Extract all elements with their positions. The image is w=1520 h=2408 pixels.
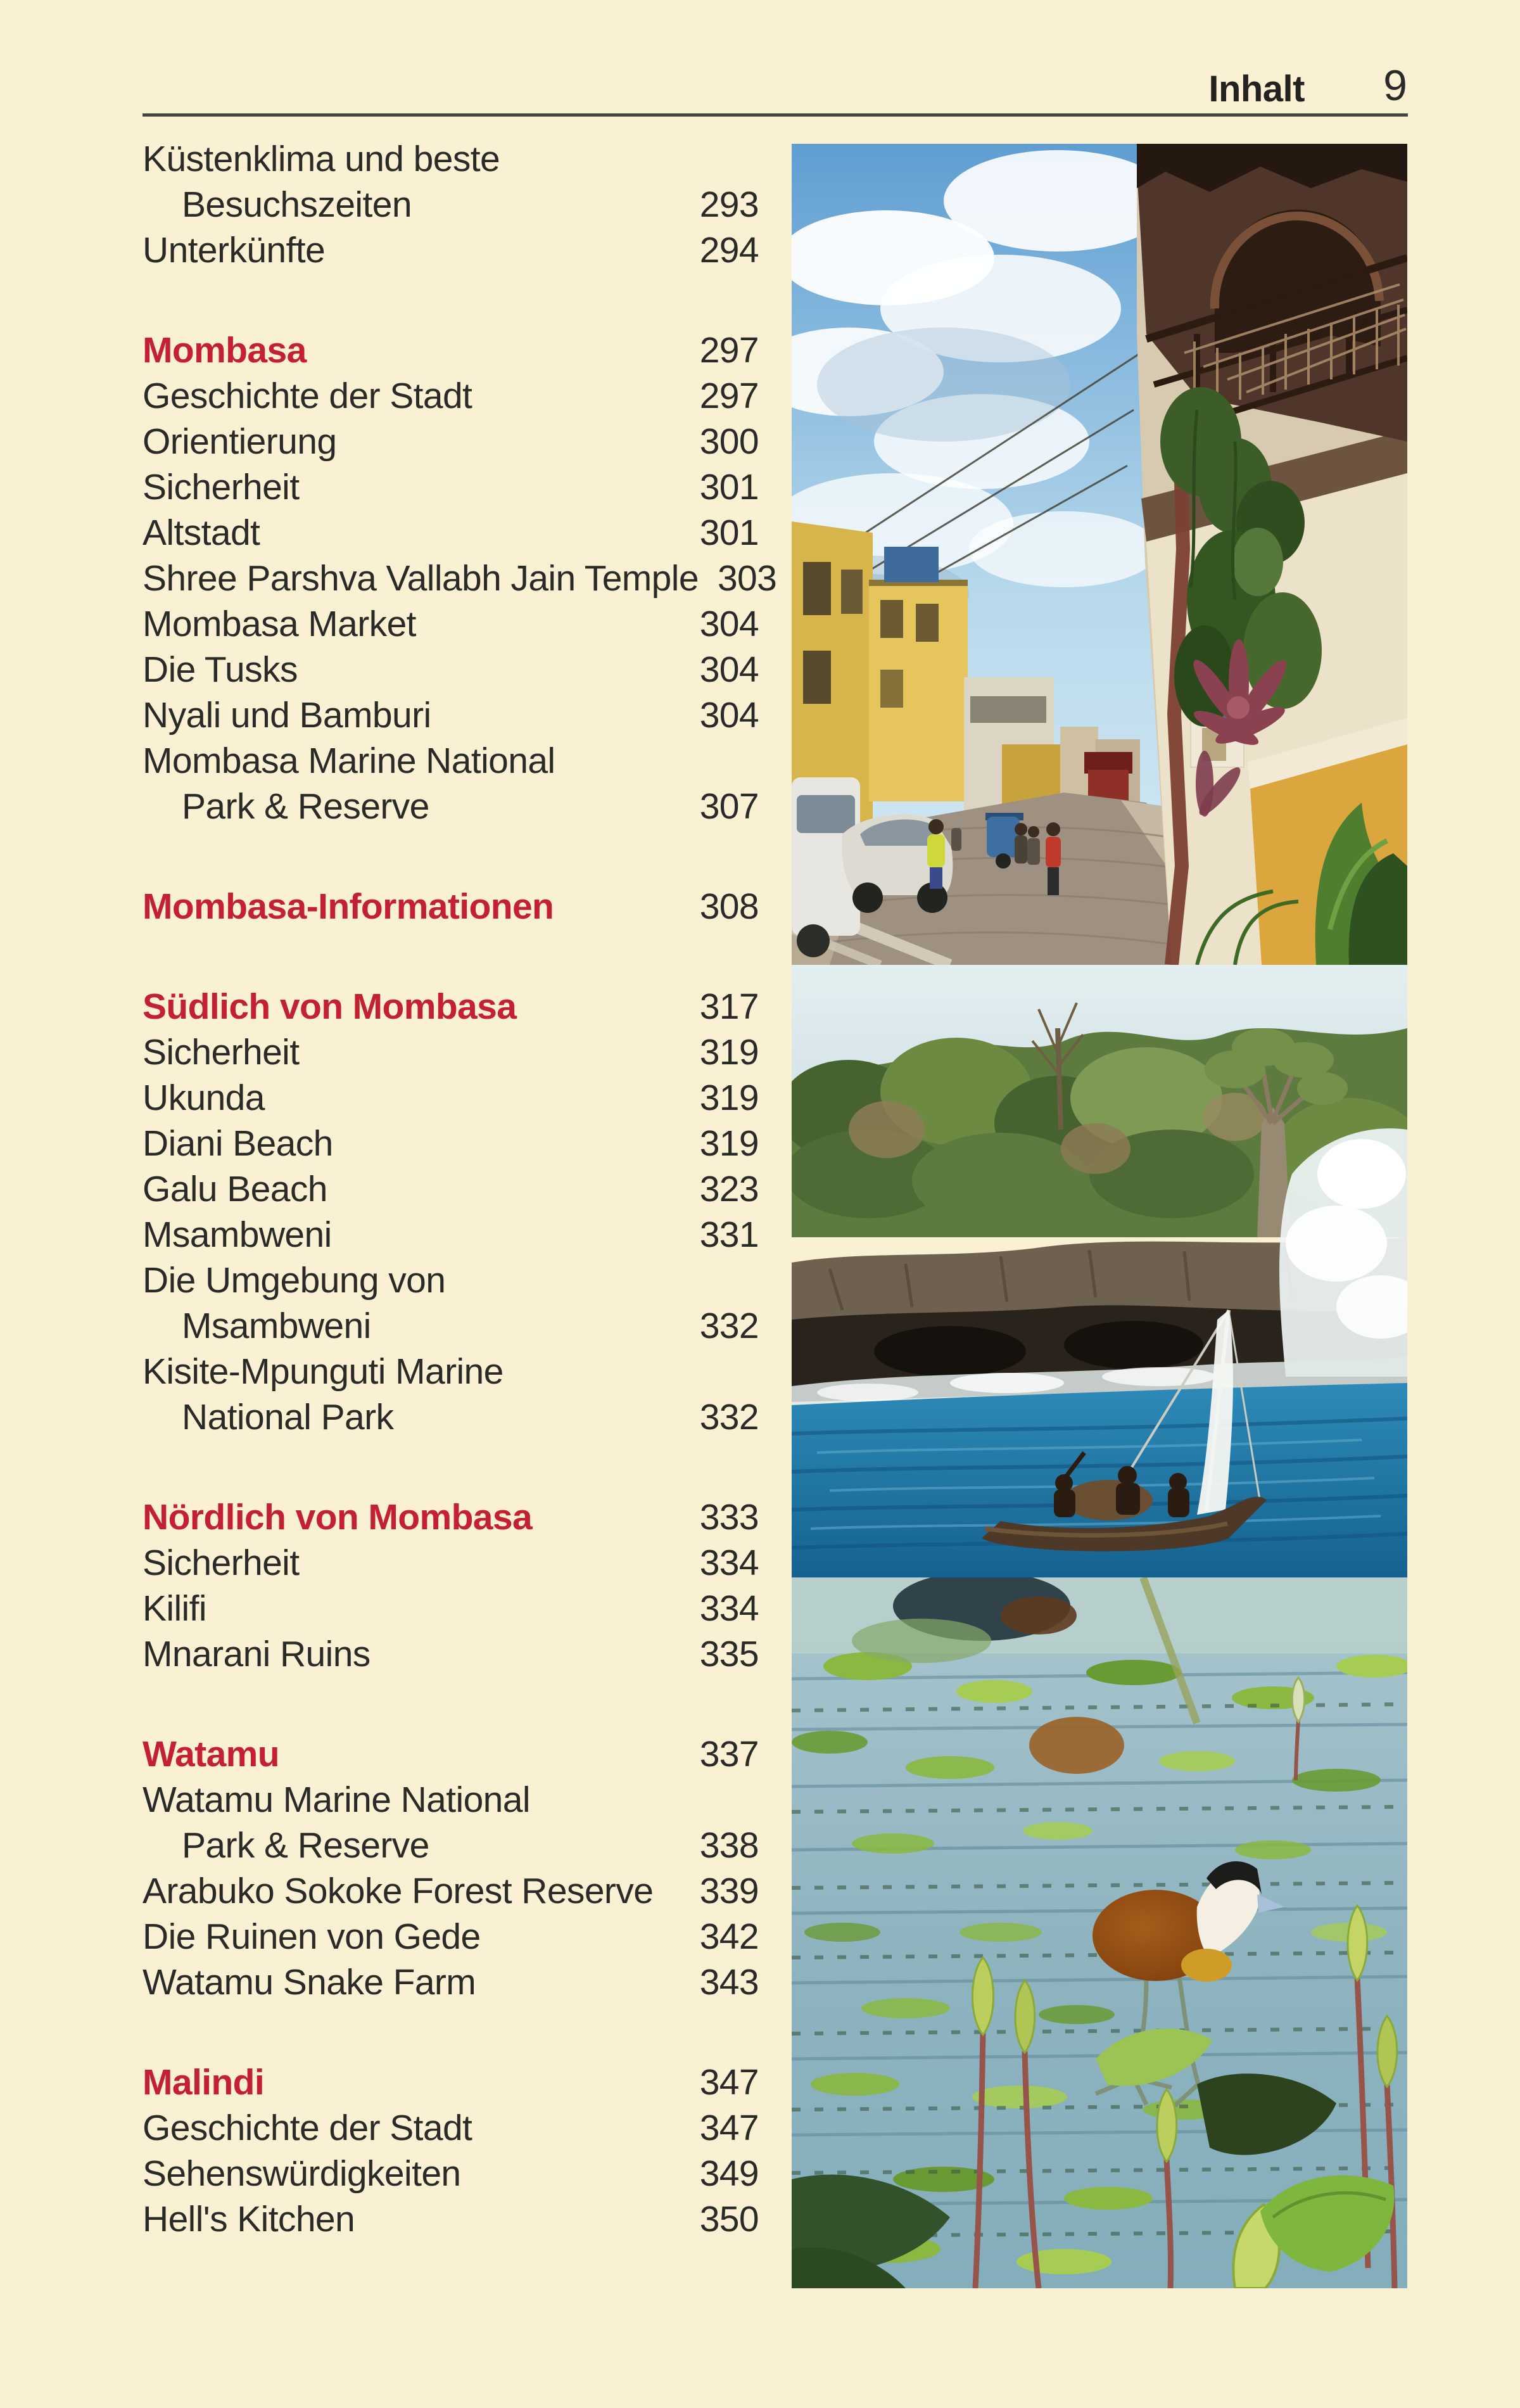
toc-row <box>142 1731 759 1777</box>
toc-entry-label: Park & Reserve <box>182 1825 429 1866</box>
toc-entry-page: 342 <box>699 1916 759 1957</box>
toc-row <box>142 2196 759 2242</box>
toc-entry-page: 323 <box>699 1169 759 1209</box>
toc-row <box>142 2060 759 2105</box>
toc-entry-page: 334 <box>699 1588 759 1629</box>
toc-entry-label: Die Tusks <box>142 649 298 690</box>
toc-entry-page: 307 <box>699 786 759 827</box>
toc-row <box>142 556 777 601</box>
toc-entry-page: 319 <box>699 1123 759 1164</box>
toc-row <box>142 328 759 373</box>
toc-row <box>142 1075 759 1121</box>
toc-entry-page: 297 <box>699 330 759 371</box>
toc-entry-label: Mombasa Marine National <box>142 741 555 781</box>
toc-entry-label: Nördlich von Mombasa <box>142 1497 533 1538</box>
toc-entry-page: 338 <box>699 1825 759 1866</box>
toc-entry-label: Watamu <box>142 1734 279 1774</box>
toc-row <box>142 1777 759 1823</box>
toc-entry-page: 334 <box>699 1543 759 1583</box>
toc-entry-label: National Park <box>182 1397 394 1437</box>
toc-entry-page: 319 <box>699 1032 759 1073</box>
toc-entry-page: 335 <box>699 1634 759 1674</box>
toc-row <box>142 1586 759 1631</box>
toc-entry-page: 339 <box>699 1871 759 1911</box>
toc-entry-page: 304 <box>699 695 759 736</box>
toc-entry-page: 343 <box>699 1962 759 2003</box>
toc-entry-page: 301 <box>699 513 759 553</box>
toc-row <box>142 182 759 227</box>
toc-row <box>142 1212 759 1258</box>
toc-entry-label: Park & Reserve <box>182 786 429 827</box>
toc-row <box>142 1121 759 1166</box>
toc-entry-label: Küstenklima und beste <box>142 139 500 179</box>
toc-entry-label: Geschichte der Stadt <box>142 376 472 416</box>
toc-entry-label: Watamu Marine National <box>142 1780 530 1820</box>
toc-entry-label: Ukunda <box>142 1078 265 1118</box>
toc-entry-label: Kilifi <box>142 1588 206 1629</box>
toc-row <box>142 1494 759 1540</box>
toc-row <box>142 1823 759 1868</box>
toc-row <box>142 1631 759 1677</box>
toc-entry-label: Watamu Snake Farm <box>142 1962 476 2003</box>
toc-entry-page: 332 <box>699 1306 759 1346</box>
toc-list <box>142 136 777 2242</box>
toc-row <box>142 227 759 273</box>
toc-entry-page: 308 <box>699 886 759 927</box>
toc-entry-page: 333 <box>699 1497 759 1538</box>
toc-row <box>142 136 759 182</box>
toc-row <box>142 419 759 464</box>
toc-entry-label: Galu Beach <box>142 1169 327 1209</box>
toc-row <box>142 784 759 829</box>
toc-entry-page: 347 <box>699 2108 759 2148</box>
toc-entry-label: Südlich von Mombasa <box>142 986 517 1027</box>
toc-row <box>142 1394 759 1440</box>
toc-entry-label: Mombasa <box>142 330 307 371</box>
toc-entry-label: Msambweni <box>182 1306 371 1346</box>
toc-entry-label: Altstadt <box>142 513 260 553</box>
toc-entry-page: 332 <box>699 1397 759 1437</box>
photo-column <box>792 144 1407 2288</box>
toc-row <box>142 1914 759 1959</box>
toc-row <box>142 692 759 738</box>
pedestrian-red-shirt <box>1046 822 1061 895</box>
toc-entry-label: Mombasa-Informationen <box>142 886 554 927</box>
toc-entry-page: 304 <box>699 649 759 690</box>
toc-row <box>142 1029 759 1075</box>
toc-entry-label: Mombasa Market <box>142 604 416 644</box>
toc-entry-label: Die Umgebung von <box>142 1260 446 1301</box>
toc-row <box>142 1258 759 1303</box>
toc-entry-label: Besuchszeiten <box>182 184 412 225</box>
coast-cliff-dhow-boat-photo <box>792 965 1407 1577</box>
toc-row <box>142 1349 759 1394</box>
toc-row <box>142 373 759 419</box>
toc-row <box>142 1959 759 2005</box>
toc-row <box>142 464 759 510</box>
toc-entry-label: Geschichte der Stadt <box>142 2108 472 2148</box>
toc-entry-label: Sicherheit <box>142 467 300 507</box>
toc-entry-page: 317 <box>699 986 759 1027</box>
toc-row <box>142 1166 759 1212</box>
toc-entry-label: Diani Beach <box>142 1123 333 1164</box>
toc-entry-label: Arabuko Sokoke Forest Reserve <box>142 1871 654 1911</box>
toc-entry-label: Unterkünfte <box>142 230 326 271</box>
toc-entry-page: 297 <box>699 376 759 416</box>
toc-row <box>142 1303 759 1349</box>
toc-row <box>142 884 759 929</box>
page-title: Inhalt <box>1208 68 1305 110</box>
toc-entry-page: 337 <box>699 1734 759 1774</box>
toc-entry-page: 294 <box>699 230 759 271</box>
toc-entry-label: Shree Parshva Vallabh Jain Temple <box>142 558 699 599</box>
toc-entry-page: 331 <box>699 1214 759 1255</box>
mombasa-old-town-street-photo <box>792 144 1407 965</box>
toc-entry-page: 293 <box>699 184 759 225</box>
toc-entry-label: Sehenswürdigkeiten <box>142 2153 461 2194</box>
toc-row <box>142 2151 759 2196</box>
toc-row <box>142 984 759 1029</box>
toc-entry-label: Orientierung <box>142 421 337 462</box>
toc-row <box>142 1868 759 1914</box>
toc-row <box>142 1540 759 1586</box>
toc-entry-label: Sicherheit <box>142 1543 300 1583</box>
header-rule <box>142 113 1408 117</box>
toc-entry-label: Hell's Kitchen <box>142 2199 355 2239</box>
toc-entry-label: Nyali und Bamburi <box>142 695 431 736</box>
toc-row <box>142 738 759 784</box>
toc-row <box>142 601 759 647</box>
toc-entry-label: Sicherheit <box>142 1032 300 1073</box>
toc-row <box>142 2105 759 2151</box>
toc-entry-label: Mnarani Ruins <box>142 1634 370 1674</box>
page-number: 9 <box>1383 61 1407 110</box>
toc-row <box>142 647 759 692</box>
toc-entry-label: Malindi <box>142 2062 265 2103</box>
toc-entry-label: Kisite-Mpunguti Marine <box>142 1351 504 1392</box>
toc-entry-page: 301 <box>699 467 759 507</box>
jacana-bird-lily-pond-photo <box>792 1577 1407 2288</box>
toc-entry-page: 300 <box>699 421 759 462</box>
toc-entry-page: 303 <box>717 558 777 599</box>
toc-entry-page: 349 <box>699 2153 759 2194</box>
toc-entry-label: Die Ruinen von Gede <box>142 1916 481 1957</box>
toc-entry-page: 319 <box>699 1078 759 1118</box>
toc-entry-page: 347 <box>699 2062 759 2103</box>
toc-entry-page: 350 <box>699 2199 759 2239</box>
toc-entry-page: 304 <box>699 604 759 644</box>
toc-entry-label: Msambweni <box>142 1214 332 1255</box>
right-building <box>1137 144 1407 965</box>
toc-row <box>142 510 759 556</box>
pedestrian-yellow-shirt <box>927 819 945 889</box>
